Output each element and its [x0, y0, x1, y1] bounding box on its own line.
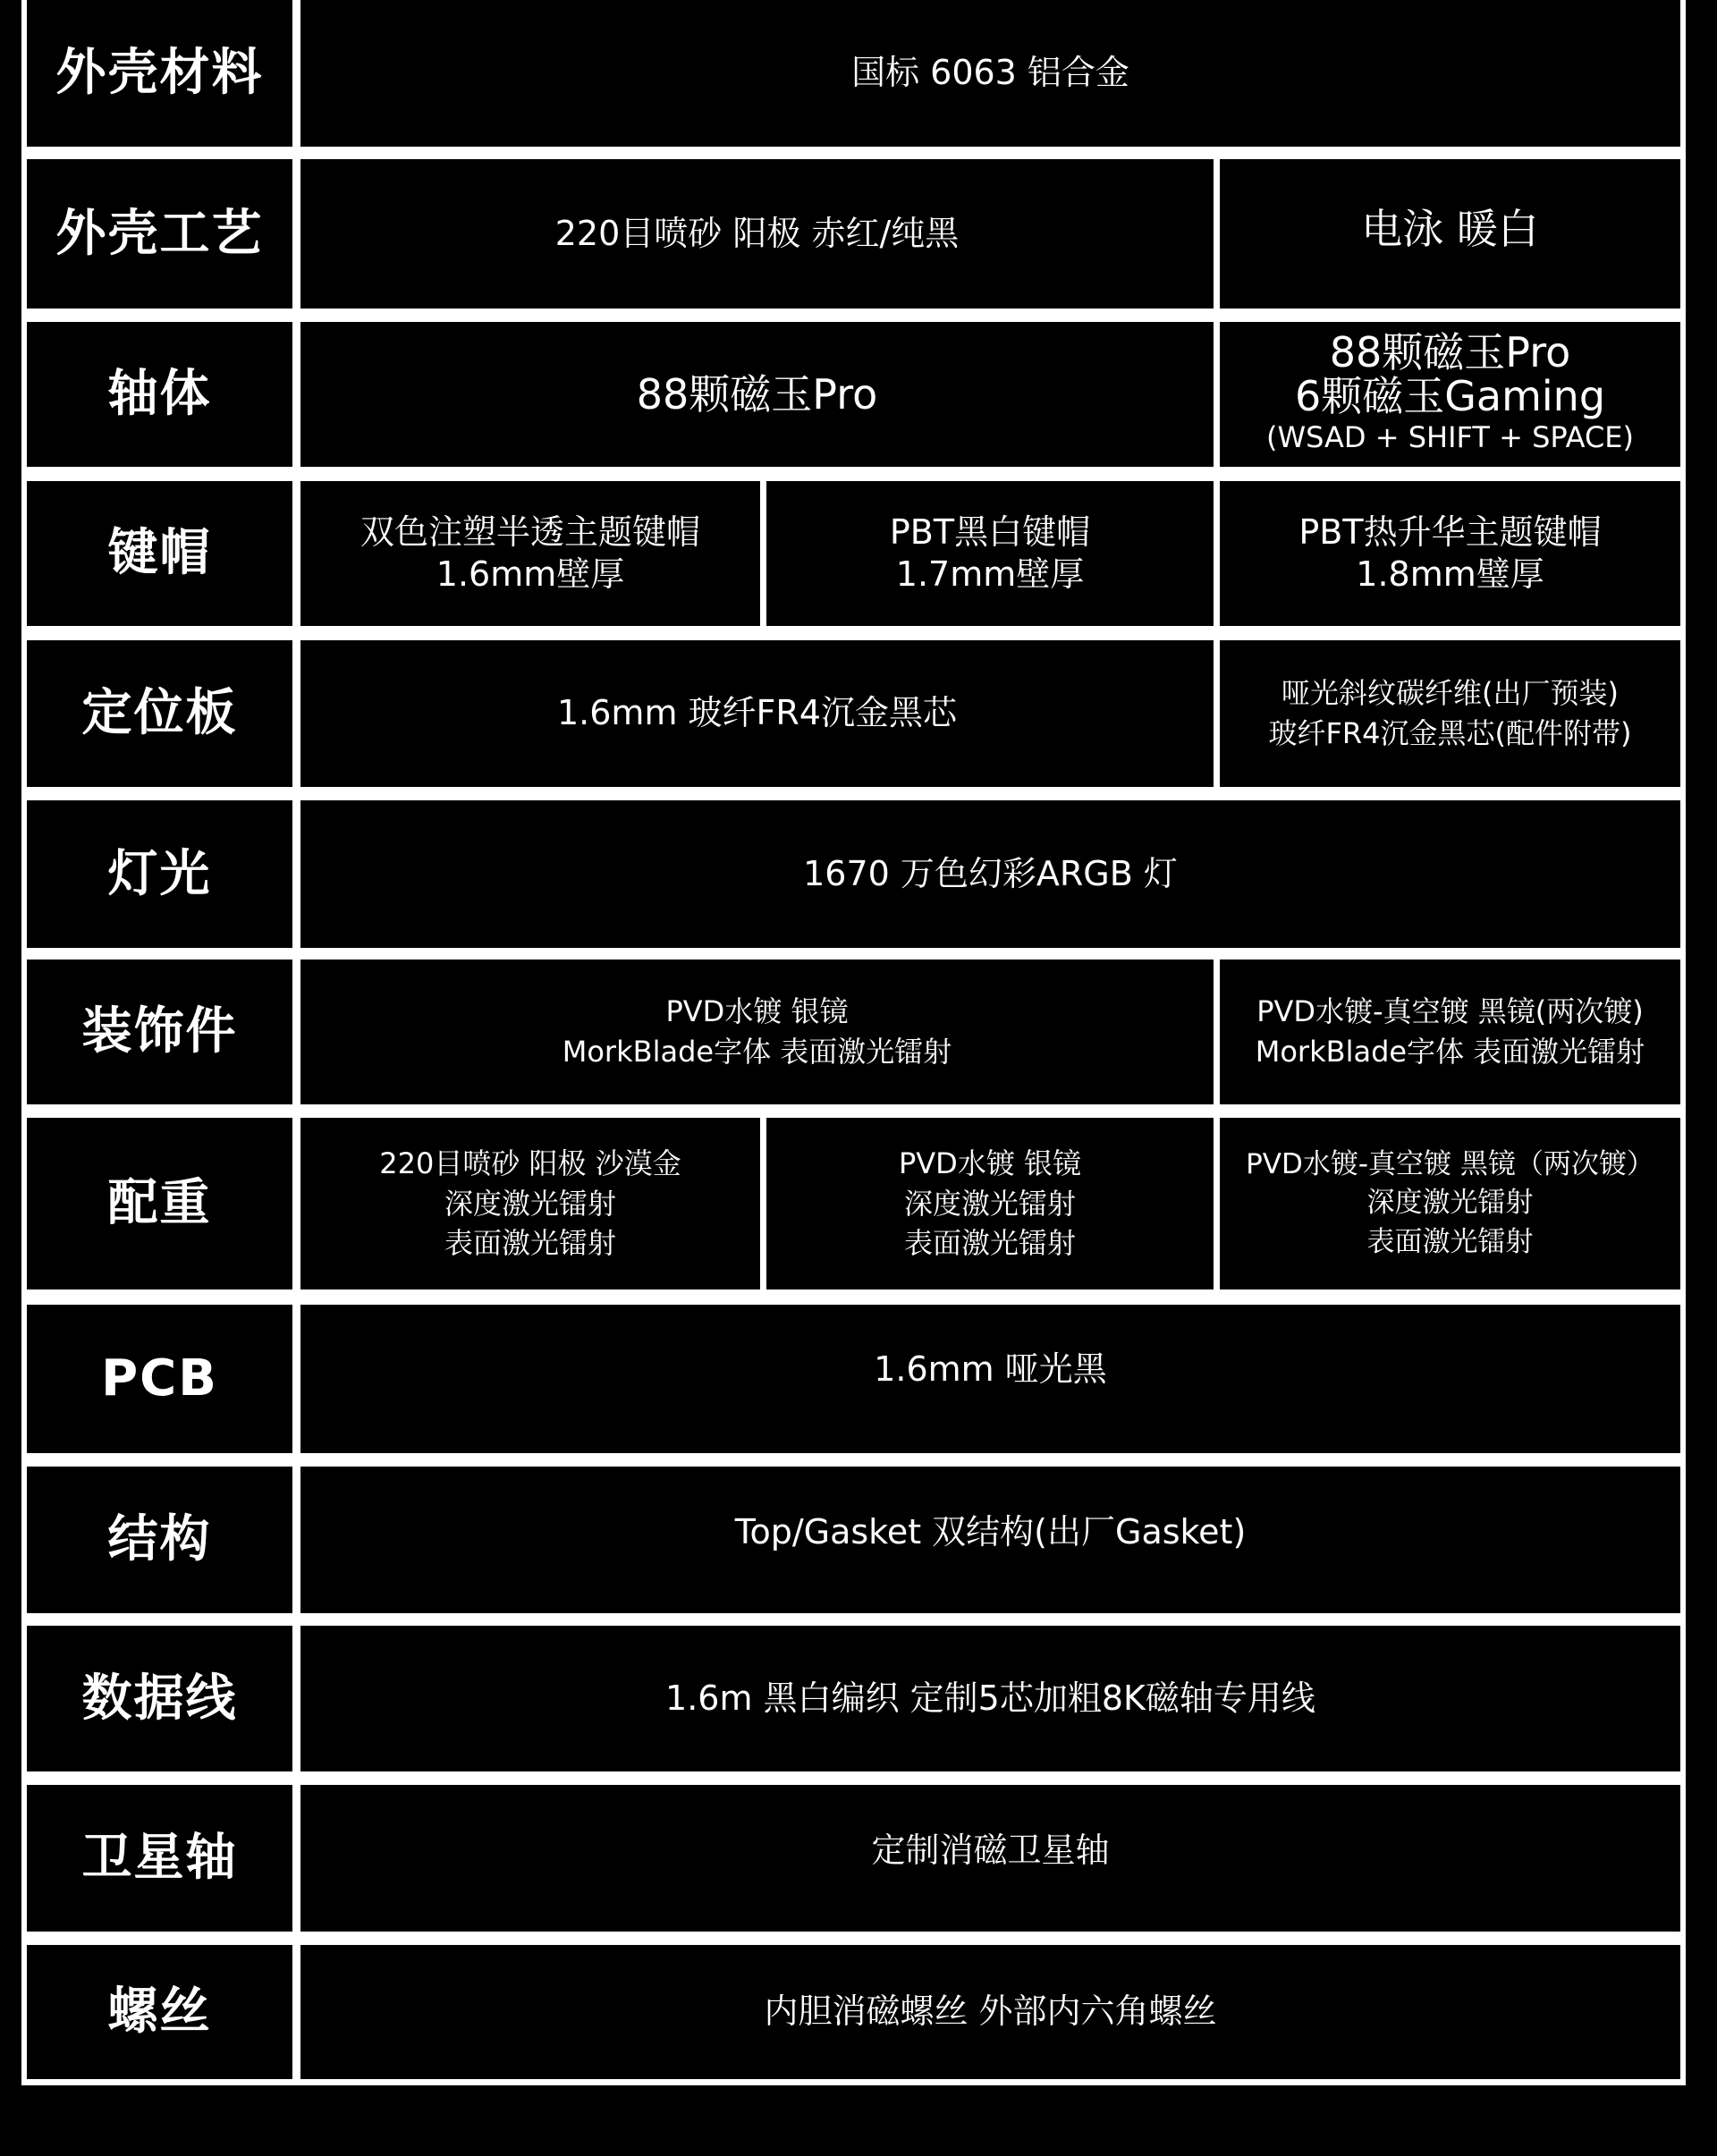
- row-label-shell-material: 外壳材料: [27, 0, 292, 147]
- value-line: PVD水镀 银镜: [665, 994, 849, 1029]
- value-stabilizers: [300, 1785, 1680, 1932]
- value-line: 220目喷砂 阳极 赤红/纯黑: [554, 213, 960, 253]
- value-line: PVD水镀-真空镀 黑镜(两次镀): [1256, 994, 1644, 1029]
- value-line: 双色注塑半透主题键帽: [359, 512, 700, 552]
- value-line: MorkBlade字体 表面激光镭射: [562, 1035, 952, 1069]
- value-line: 220目喷砂 阳极 沙漠金: [379, 1146, 681, 1180]
- value-keycaps-option-3: [1220, 481, 1680, 626]
- value-line: 1.8mm璧厚: [1356, 554, 1544, 594]
- value-weight-option-3: [1220, 1118, 1680, 1289]
- value-line: 国标 6063 铝合金: [851, 53, 1129, 93]
- row-label-lighting: 灯光: [27, 800, 292, 948]
- value-line: MorkBlade字体 表面激光镭射: [1255, 1035, 1645, 1069]
- value-line: PBT黑白键帽: [889, 512, 1091, 552]
- row-label-keycaps: 键帽: [27, 481, 292, 626]
- value-pcb: [300, 1305, 1680, 1453]
- value-line: 表面激光镭射: [1366, 1225, 1534, 1258]
- value-line: 6颗磁玉Gaming: [1294, 371, 1606, 420]
- value-plate-alt: [1220, 640, 1680, 787]
- value-weight-option-2: [766, 1118, 1214, 1289]
- row-label-pcb: PCB: [27, 1305, 292, 1453]
- value-line: PBT热升华主题键帽: [1298, 512, 1602, 552]
- value-shell-process-main: [300, 159, 1214, 309]
- value-line: 表面激光镭射: [444, 1226, 616, 1261]
- value-line: PVD水镀-真空镀 黑镜（两次镀）: [1246, 1147, 1654, 1180]
- value-line: 1.6mm壁厚: [436, 554, 625, 594]
- value-weight-option-1: [300, 1118, 760, 1289]
- row-label-screws: 螺丝: [27, 1945, 292, 2079]
- value-line: 1.6m 黑白编织 定制5芯加粗8K磁轴专用线: [665, 1678, 1315, 1718]
- value-line: 1.7mm壁厚: [895, 554, 1085, 594]
- row-label-plate: 定位板: [27, 640, 292, 787]
- value-line: 哑光斜纹碳纤维(出厂预装): [1281, 676, 1619, 711]
- value-plate-main: [300, 640, 1214, 787]
- value-shell-process-alt: [1220, 159, 1680, 309]
- value-line: 88颗磁玉Pro: [636, 369, 878, 419]
- value-line: 玻纤FR4沉金黑芯(配件附带): [1268, 716, 1632, 750]
- value-line: 深度激光镭射: [444, 1186, 616, 1221]
- row-label-cable: 数据线: [27, 1626, 292, 1771]
- value-trim-alt: [1220, 960, 1680, 1104]
- value-line: PVD水镀 银镜: [898, 1146, 1081, 1180]
- value-structure: [300, 1467, 1680, 1613]
- row-label-weight: 配重: [27, 1118, 292, 1289]
- value-line: 1670 万色幻彩ARGB 灯: [803, 853, 1178, 893]
- value-line: 深度激光镭射: [903, 1186, 1076, 1221]
- row-label-structure: 结构: [27, 1467, 292, 1613]
- value-line: 1.6mm 玻纤FR4沉金黑芯: [557, 693, 957, 733]
- value-line: 1.6mm 哑光黑: [874, 1349, 1107, 1390]
- row-label-shell-process: 外壳工艺: [27, 159, 292, 309]
- value-line: 表面激光镭射: [903, 1226, 1076, 1261]
- value-cable: [300, 1626, 1680, 1771]
- value-line: 定制消磁卫星轴: [871, 1830, 1110, 1871]
- value-keycaps-option-2: [766, 481, 1214, 626]
- row-label-trim: 装饰件: [27, 960, 292, 1104]
- value-shell-material: [300, 0, 1680, 147]
- value-keycaps-option-1: [300, 481, 760, 626]
- row-label-stabilizers: 卫星轴: [27, 1785, 292, 1932]
- value-line: 电泳 暖白: [1361, 205, 1539, 254]
- row-label-switches: 轴体: [27, 322, 292, 467]
- value-screws: [300, 1945, 1680, 2079]
- value-line: Top/Gasket 双结构(出厂Gasket): [734, 1512, 1247, 1552]
- value-trim-main: [300, 960, 1214, 1104]
- value-switches-alt: [1220, 322, 1680, 467]
- value-line: (WSAD + SHIFT + SPACE): [1265, 419, 1634, 454]
- value-switches-main: [300, 322, 1214, 467]
- value-line: 深度激光镭射: [1366, 1187, 1534, 1220]
- value-line: 88颗磁玉Pro: [1329, 328, 1571, 377]
- value-lighting: [300, 800, 1680, 948]
- value-line: 内胆消磁螺丝 外部内六角螺丝: [764, 1991, 1217, 2032]
